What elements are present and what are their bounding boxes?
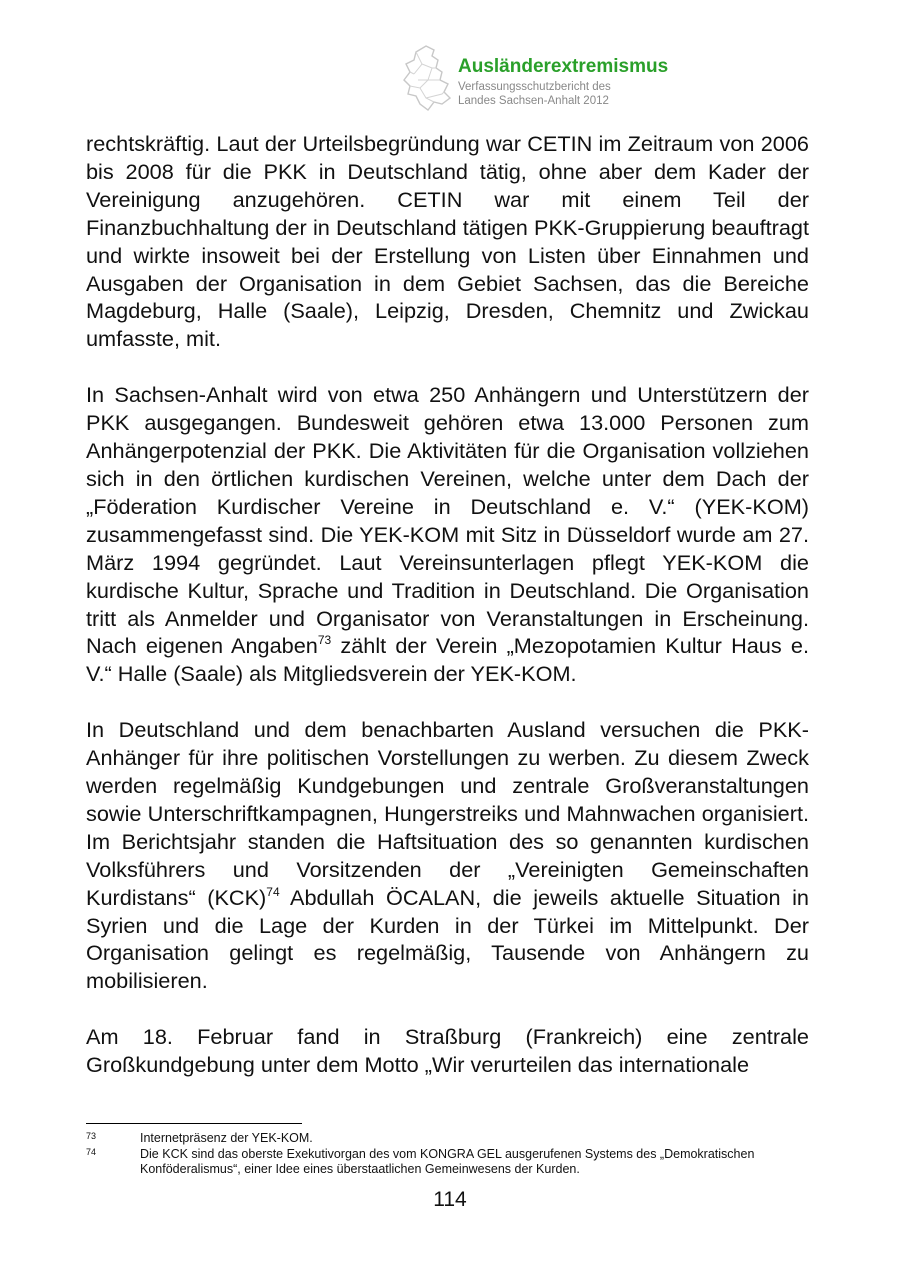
paragraph-2-text-a: In Sachsen-Anhalt wird von etwa 250 Anhängern und Unterstützern der PKK ausgegangen. Bundesweit gehören etwa 13.000 Personen zum Anhängerpotenzial der PKK. Die Aktivitäten für die Organisation vollziehen sich in den örtlichen kurdischen Vereinen, welche unter dem Dach der „Föderation Kurdischer Vereine in Deutschland e. V.“ (YEK-KOM) zusammengefasst sind. Die YEK-KOM mit Sitz in Düsseldorf wurde am 27. März 1994 gegründet. Laut Vereinsunterlagen pflegt YEK-KOM die kurdische Kultur, Sprache und Tradition in Deutschland. Die Organisation tritt als Anmelder und Organisator von Veranstaltungen in Erscheinung. Nach eigenen Angaben [86,382,809,659]
footnote-number: 74 [86,1146,97,1157]
paragraph-2 [86,381,809,688]
page-header [398,42,718,114]
footnote-text: Die KCK sind das oberste Exekutivorgan des vom KONGRA GEL ausgerufenen Systems des „Demokratischen Konföderalismus“, einer Idee eines überstaatlichen Gemeinwesens der Kurden. [140,1146,755,1176]
footnote-ref-74[interactable]: 74 [266,884,280,899]
paragraph-1: rechtskräftig. Laut der Urteilsbegründung war CETIN im Zeitraum von 2006 bis 2008 für die PKK in Deutschland tätig, ohne aber dem Kader der Vereinigung anzugehören. CETIN war mit einem Teil der Finanzbuchhaltung der in Deutschland tätigen PKK-Gruppierung beauftragt und wirkte insoweit bei der Erstellung von Listen über Einnahmen und Ausgaben der Organisation in dem Gebiet Sachsen, das die Bereiche Magdeburg, Halle (Saale), Leipzig, Dresden, Chemnitz und Zwickau umfasste, mit. [86,131,809,352]
page-number: 114 [433,1188,467,1211]
paragraph-3 [86,716,809,995]
paragraph-4: Am 18. Februar fand in Straßburg (Frankreich) eine zentrale Großkundgebung unter dem Motto „Wir verurteilen das internationale [86,1024,809,1078]
header-subtitle-line-1: Verfassungsschutzbericht des [458,81,611,93]
footnote-73 [86,1131,809,1147]
header-title: Ausländerextremismus [458,56,669,77]
header-subtitle-line-2: Landes Sachsen-Anhalt 2012 [458,95,609,107]
header-subtitle [458,80,611,108]
sachsen-anhalt-map-icon [398,44,458,112]
paragraph-3-text-b: Abdullah ÖCALAN, die jeweils aktuelle Situation in Syrien und die Lage der Kurden in der Türkei im Mittelpunkt. Der Organisation gelingt es regelmäßig, Tausende von Anhängern zu mobilisieren. [86,884,809,994]
footnote-divider [86,1123,302,1124]
footnotes [86,1131,809,1178]
footnote-text: Internetpräsenz der YEK-KOM. [140,1131,313,1145]
paragraph-2-text-b: zählt der Verein „Mezopotamien Kultur Haus e. V.“ Halle (Saale) als Mitgliedsverein der YEK-KOM. [86,633,809,687]
main-text [86,130,809,1107]
footnote-number: 73 [86,1131,97,1141]
footnote-74 [86,1147,809,1178]
footnote-ref-73[interactable]: 73 [317,633,332,648]
paragraph-3-text-a: In Deutschland und dem benachbarten Ausland versuchen die PKK-Anhänger für ihre politischen Vorstellungen zu werben. Zu diesem Zweck werden regelmäßig Kundgebungen und zentrale Großveranstaltungen sowie Unterschriftkampagnen, Hungerstreiks und Mahnwachen organisiert. Im Berichtsjahr standen die Haftsituation des so genannten kurdischen Volksführers und Vorsitzenden der „Vereinigten Gemeinschaften Kurdistans“ (KCK) [86,717,809,910]
